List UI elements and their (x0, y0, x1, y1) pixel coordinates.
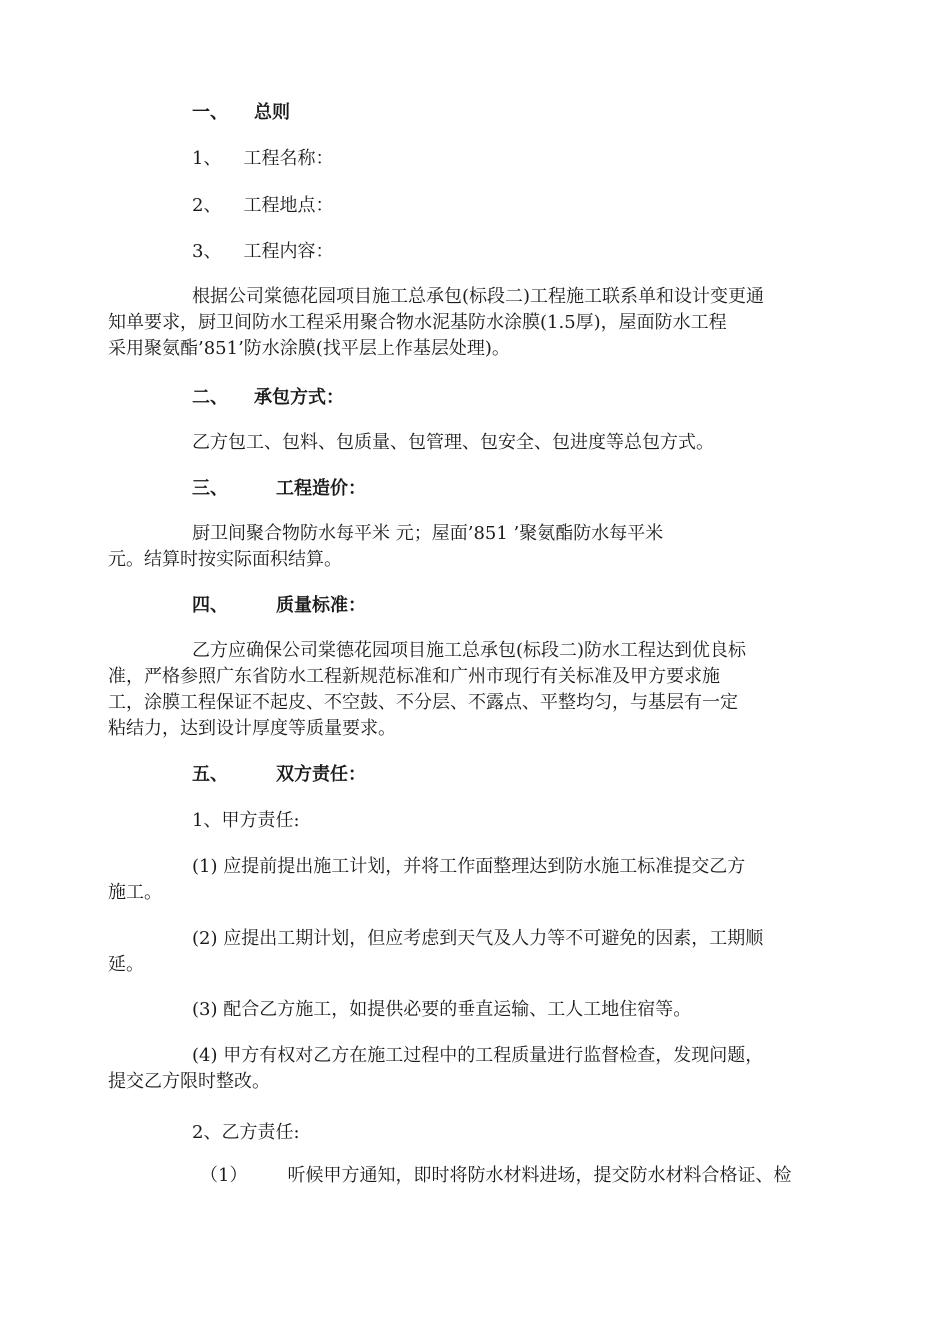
s4-para-line-2: 准，严格参照广东省防水工程新规范标准和广州市现行有关标准及甲方要求施 (108, 666, 720, 687)
section-5-title: 双方责任： (276, 764, 366, 785)
s1-item-3-text: 工程内容： (243, 241, 334, 262)
party-b-heading: 2、乙方责任: (192, 1122, 300, 1143)
s1-item-2 (192, 194, 333, 218)
party-a-item-4-line-1: (4) 甲方有权对乙方在施工过程中的工程质量进行监督检查，发现问题， (192, 1045, 764, 1066)
s1-item-3-number: 3、 (192, 241, 222, 262)
section-5-heading (192, 763, 366, 787)
section-2-heading (192, 386, 344, 410)
party-a-item-2-line-1: (2) 应提出工期计划，但应考虑到天气及人力等不可避免的因素，工期顺 (192, 928, 764, 949)
section-3-number: 三、 (192, 478, 228, 499)
section-4-title: 质量标准： (276, 595, 366, 616)
section-4-number: 四、 (192, 595, 228, 616)
party-a-item-1-line-1: (1) 应提前提出施工计划，并将工作面整理达到防水施工标准提交乙方 (192, 856, 746, 877)
section-1-heading (192, 101, 290, 125)
s1-para-line-2: 知单要求，厨卫间防水工程采用聚合物水泥基防水涂膜(1.5厚)，屋面防水工程 (108, 312, 727, 333)
party-b-item-1-text: 听候甲方通知，即时将防水材料进场，提交防水材料合格证、检 (287, 1165, 792, 1186)
section-1-title: 总则 (254, 102, 290, 123)
s3-para-line-1: 厨卫间聚合物防水每平米 元；屋面’851 ’聚氨酯防水每平米 (192, 523, 664, 544)
s1-para-line-1: 根据公司棠德花园项目施工总承包(标段二)工程施工联系单和设计变更通 (192, 286, 765, 307)
party-a-item-4-line-2: 提交乙方限时整改。 (108, 1071, 270, 1092)
s2-para-line-1: 乙方包工、包料、包质量、包管理、包安全、包进度等总包方式。 (192, 432, 714, 453)
party-b-item-1-number: （1） (200, 1165, 248, 1186)
s1-item-2-text: 工程地点： (243, 195, 334, 216)
s1-item-2-number: 2、 (192, 195, 222, 216)
section-5-number: 五、 (192, 764, 228, 785)
section-3-title: 工程造价： (276, 478, 366, 499)
s1-item-3 (192, 240, 333, 264)
s1-para-line-3: 采用聚氨酯’851’防水涂膜(找平层上作基层处理)。 (108, 338, 510, 359)
s1-item-1-number: 1、 (192, 148, 222, 169)
s1-item-1-text: 工程名称： (243, 148, 334, 169)
party-a-item-3-line-1: (3) 配合乙方施工，如提供必要的垂直运输、工人工地住宿等。 (192, 999, 692, 1020)
s3-para-line-2: 元。结算时按实际面积结算。 (108, 549, 342, 570)
section-4-heading (192, 594, 366, 618)
party-b-item-1-line-1 (200, 1164, 791, 1188)
section-3-heading (192, 477, 366, 501)
party-a-item-1-line-2: 施工。 (108, 882, 162, 903)
party-a-heading: 1、甲方责任: (192, 810, 300, 831)
s1-item-1 (192, 147, 333, 171)
section-2-title: 承包方式： (254, 387, 344, 408)
party-a-item-2-line-2: 延。 (108, 954, 144, 975)
section-2-number: 二、 (192, 387, 228, 408)
s4-para-line-1: 乙方应确保公司棠德花园项目施工总承包(标段二)防水工程达到优良标 (192, 640, 747, 661)
section-1-number: 一、 (192, 102, 228, 123)
s4-para-line-3: 工，涂膜工程保证不起皮、不空鼓、不分层、不露点、平整均匀，与基层有一定 (108, 692, 738, 713)
s4-para-line-4: 粘结力，达到设计厚度等质量要求。 (108, 718, 396, 739)
